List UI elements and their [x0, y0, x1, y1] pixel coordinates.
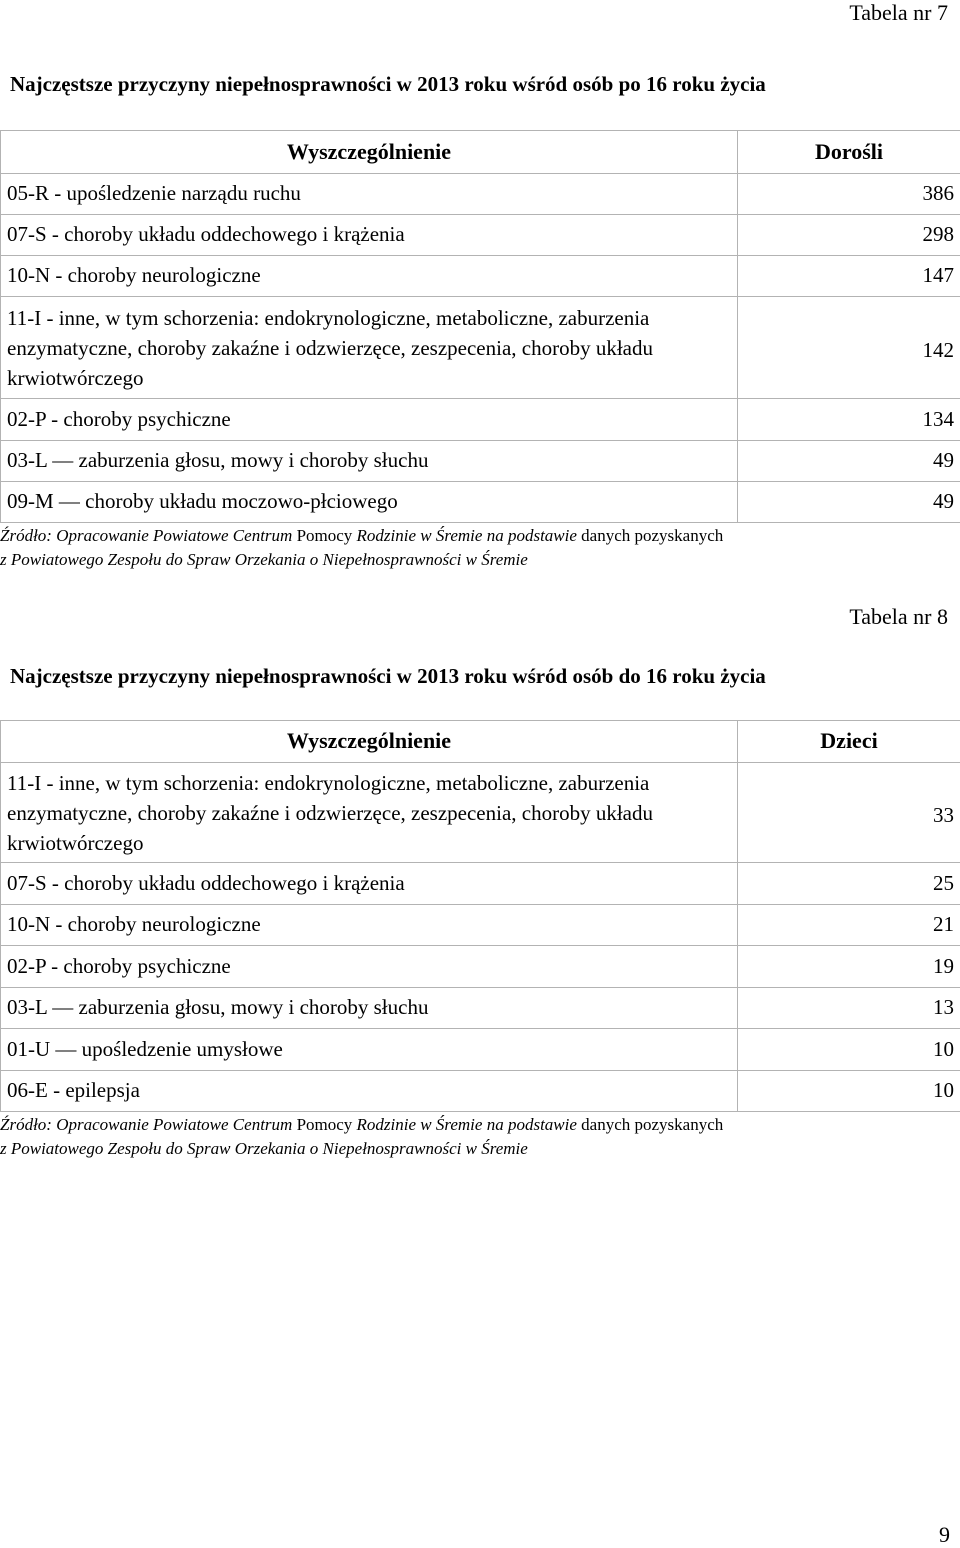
row-value: 49	[738, 441, 960, 482]
table-row	[1, 215, 960, 256]
table-row	[1, 1029, 960, 1071]
row-value: 33	[738, 763, 960, 863]
table-7-title: Najczęstsze przyczyny niepełnosprawności w 2013 roku wśród osób po 16 roku życia	[10, 72, 766, 96]
row-value: 134	[738, 399, 960, 441]
row-name: 05-R - upośledzenie narządu ruchu	[1, 174, 738, 215]
row-value: 298	[738, 215, 960, 256]
row-name: 02-P - choroby psychiczne	[1, 946, 738, 988]
row-name: 02-P - choroby psychiczne	[1, 399, 738, 441]
table-row	[1, 399, 960, 441]
source-text: Źródło: Opracowanie Powiatowe Centrum	[0, 526, 293, 545]
table-row	[1, 1071, 960, 1112]
source-text: Pomocy	[296, 1115, 353, 1134]
row-name: 07-S - choroby układu oddechowego i krążenia	[1, 215, 738, 256]
source-text: Rodzinie w Śremie na podstawie	[356, 1115, 577, 1134]
row-name: 11-I - inne, w tym schorzenia: endokrynologiczne, metaboliczne, zaburzenia enzymatyczne, choroby zakaźne i odzwierzęce, zeszpecenia, choroby układu krwiotwórczego	[1, 297, 738, 399]
table-8-source-note	[0, 1113, 950, 1161]
table-7-source-note	[0, 524, 950, 572]
row-value: 386	[738, 174, 960, 215]
column-header-value: Dorośli	[738, 131, 960, 174]
table-row	[1, 863, 960, 905]
table-8	[0, 720, 960, 1112]
row-value: 21	[738, 905, 960, 946]
column-header-value: Dzieci	[738, 721, 960, 763]
table-row	[1, 297, 960, 399]
column-header-name: Wyszczególnienie	[1, 131, 738, 174]
table-row	[1, 441, 960, 482]
row-value: 25	[738, 863, 960, 905]
table-row	[1, 482, 960, 523]
table-7-label: Tabela nr 7	[849, 0, 948, 25]
source-text: Rodzinie w Śremie na podstawie	[356, 526, 577, 545]
row-value: 49	[738, 482, 960, 523]
table-row	[1, 988, 960, 1029]
source-text: danych pozyskanych	[581, 1115, 724, 1134]
source-text: z Powiatowego Zespołu do Spraw Orzekania o Niepełnosprawności w Śremie	[0, 1139, 528, 1158]
row-name: 10-N - choroby neurologiczne	[1, 256, 738, 297]
page-number: 9	[939, 1522, 950, 1547]
row-name: 03-L — zaburzenia głosu, mowy i choroby słuchu	[1, 441, 738, 482]
row-name: 07-S - choroby układu oddechowego i krążenia	[1, 863, 738, 905]
table-7	[0, 130, 960, 523]
row-name: 09-M — choroby układu moczowo-płciowego	[1, 482, 738, 523]
table-8-title: Najczęstsze przyczyny niepełnosprawności w 2013 roku wśród osób do 16 roku życia	[10, 664, 766, 688]
row-name: 10-N - choroby neurologiczne	[1, 905, 738, 946]
row-name: 01-U — upośledzenie umysłowe	[1, 1029, 738, 1071]
table-row	[1, 905, 960, 946]
table-row	[1, 174, 960, 215]
source-text: Źródło: Opracowanie Powiatowe Centrum	[0, 1115, 293, 1134]
row-value: 10	[738, 1029, 960, 1071]
row-value: 10	[738, 1071, 960, 1112]
table-row	[1, 763, 960, 863]
table-row	[1, 256, 960, 297]
column-header-name: Wyszczególnienie	[1, 721, 738, 763]
source-text: danych pozyskanych	[581, 526, 724, 545]
table-header-row	[1, 721, 960, 763]
source-text: Pomocy	[296, 526, 353, 545]
table-8-label: Tabela nr 8	[849, 604, 948, 629]
row-value: 19	[738, 946, 960, 988]
source-text: z Powiatowego Zespołu do Spraw Orzekania o Niepełnosprawności w Śremie	[0, 550, 528, 569]
row-name: 06-E - epilepsja	[1, 1071, 738, 1112]
table-header-row	[1, 131, 960, 174]
row-value: 147	[738, 256, 960, 297]
table-row	[1, 946, 960, 988]
row-value: 13	[738, 988, 960, 1029]
row-value: 142	[738, 297, 960, 399]
row-name: 03-L — zaburzenia głosu, mowy i choroby słuchu	[1, 988, 738, 1029]
row-name: 11-I - inne, w tym schorzenia: endokrynologiczne, metaboliczne, zaburzenia enzymatyczne, choroby zakaźne i odzwierzęce, zeszpecenia, choroby układu krwiotwórczego	[1, 763, 738, 863]
